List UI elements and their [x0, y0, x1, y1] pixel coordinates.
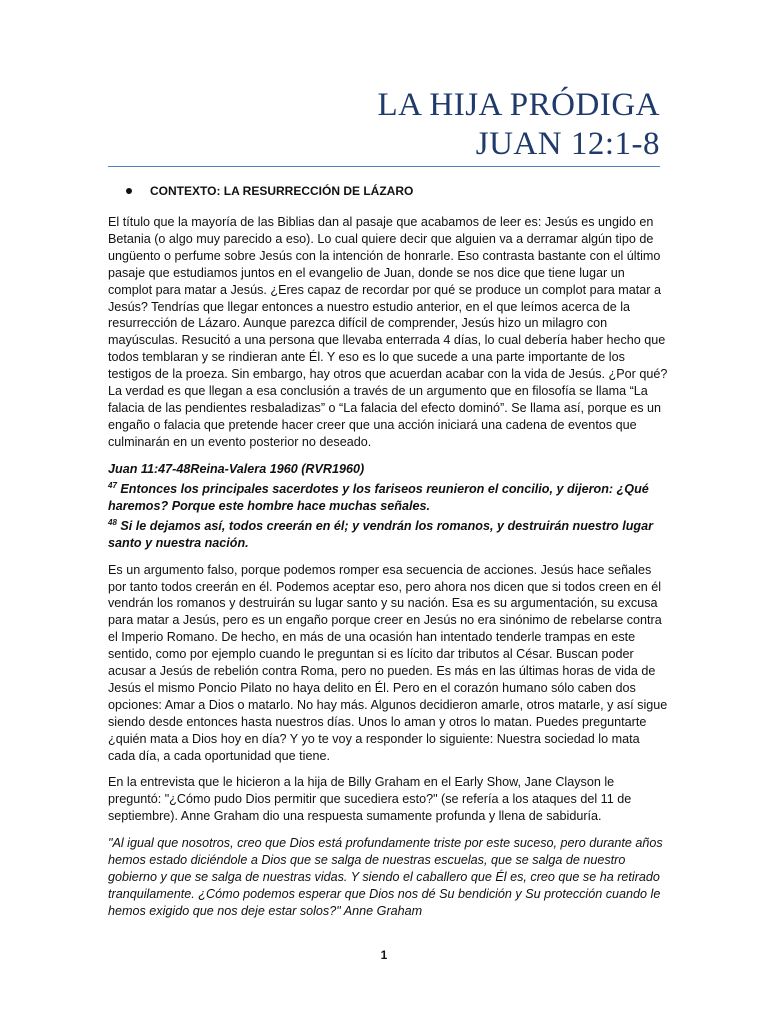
verse-47 [108, 478, 668, 515]
paragraph-3: En la entrevista que le hicieron a la hija de Billy Graham en el Early Show, Jane Clayson le preguntó: "¿Cómo pudo Dios permitir que sucediera esto?" (se refería a los ataques del 11 de septiembre). Anne Graham dio una respuesta sumamente profunda y llena de sabiduría. [108, 775, 632, 824]
page-title [377, 86, 660, 164]
context-heading: CONTEXTO: LA RESURRECCIÓN DE LÁZARO [150, 184, 414, 198]
anne-graham-quote: "Al igual que nosotros, creo que Dios está profundamente triste por este suceso, pero durante años hemos estado diciéndole a Dios que se salga de nuestras escuelas, que se salga de nuestro gobierno y que se salga de nuestras vidas. Y siendo el caballero que Él es, creo que se ha retirado tranquilamente. ¿Cómo podemos esperar que Dios nos dé Su bendición y Su protección cuando le hemos exigido que nos deje estar solos?" Anne Graham [108, 836, 663, 918]
context-bullet [126, 184, 413, 198]
title-line-1: LA HIJA PRÓDIGA [377, 87, 660, 123]
title-divider [108, 166, 660, 167]
scripture-block [108, 461, 668, 552]
verse-number: 48 [108, 517, 117, 527]
paragraph-1: El título que la mayoría de las Biblias dan al pasaje que acabamos de leer es: Jesús es ungido en Betania (o algo muy parecido a eso). Lo cual quiere decir que alguien va a derramar algún tipo de ungüento o perfume sobre Jesús con la intención de honrarle. Eso contrasta bastante con el último pasaje que estudiamos juntos en el evangelio de Juan, donde se nos dice que tiene lugar un complot para matar a Jesús. ¿Eres capaz de recordar por qué se produce un complot para matar a Jesús? Tendrías que llegar entonces a nuestro estudio anterior, en el que leímos acerca de la resurrección de Lázaro. Aunque parezca difícil de comprender, Jesús hizo un milagro con mayúsculas. Resucitó a una persona que llevaba enterrada 4 días, lo cual debería haber hecho que todos temblaran y se rindieran ante Él. Y eso es lo que sucede a una parte importante de los testigos de la proeza. Sin embargo, hay otros que acuerdan acabar con la vida de Jesús. ¿Por qué? La verdad es que llegan a esa conclusión a través de un argumento que en filosofía se llama “La falacia de las pendientes resbaladizas” o “La falacia del efecto dominó”. Se llama así, porque es un engaño o falacia que pretende hacer creer que una acción iniciará una cadena de eventos que culminarán en un evento posterior no deseado. [108, 215, 668, 449]
title-line-2: JUAN 12:1-8 [475, 126, 660, 162]
verse-text: Si le dejamos así, todos creerán en él; y vendrán los romanos, y destruirán nuestro lugar santo y nuestra nación. [108, 518, 654, 550]
verse-number: 47 [108, 480, 117, 490]
body-text [108, 214, 668, 930]
bullet-icon [126, 188, 132, 194]
paragraph-2: Es un argumento falso, porque podemos romper esa secuencia de acciones. Jesús hace señales por tanto todos creerán en él. Podemos aceptar eso, pero ahora nos dicen que si todos creen en él vendrán los romanos y destruirán su lugar santo y su nación. Esa es su argumentación, su excusa para matar a Jesús, pero es un engaño porque creer en Jesús no era sinónimo de rebelarse contra el Imperio Romano. De hecho, en más de una ocasión han intentado tenderle trampas en este sentido, como por ejemplo cuando le preguntan si es lícito dar tributos al César. Buscan poder acusar a Jesús de rebelión contra Roma, pero no pueden. Es más en las últimas horas de vida de Jesús el mismo Poncio Pilato no haya delito en Él. Pero en el corazón humano sólo caben dos opciones: Amar a Dios o matarlo. No hay más. Algunos decidieron amarle, otros matarle, y así sigue siendo desde entonces hasta nuestros días. Unos lo aman y otros lo matan. Puedes preguntarte ¿quién mata a Dios hoy en día? Y yo te voy a responder lo siguiente: Nuestra sociedad lo mata cada día, a cada oportunidad que tiene. [108, 562, 668, 763]
verse-text: Entonces los principales sacerdotes y los fariseos reunieron el concilio, y dijeron: ¿Qué haremos? Porque este hombre hace muchas señales. [108, 481, 649, 513]
page-number: 1 [380, 948, 388, 962]
scripture-reference: Juan 11:47-48Reina-Valera 1960 (RVR1960) [108, 461, 365, 476]
verse-48 [108, 515, 668, 552]
